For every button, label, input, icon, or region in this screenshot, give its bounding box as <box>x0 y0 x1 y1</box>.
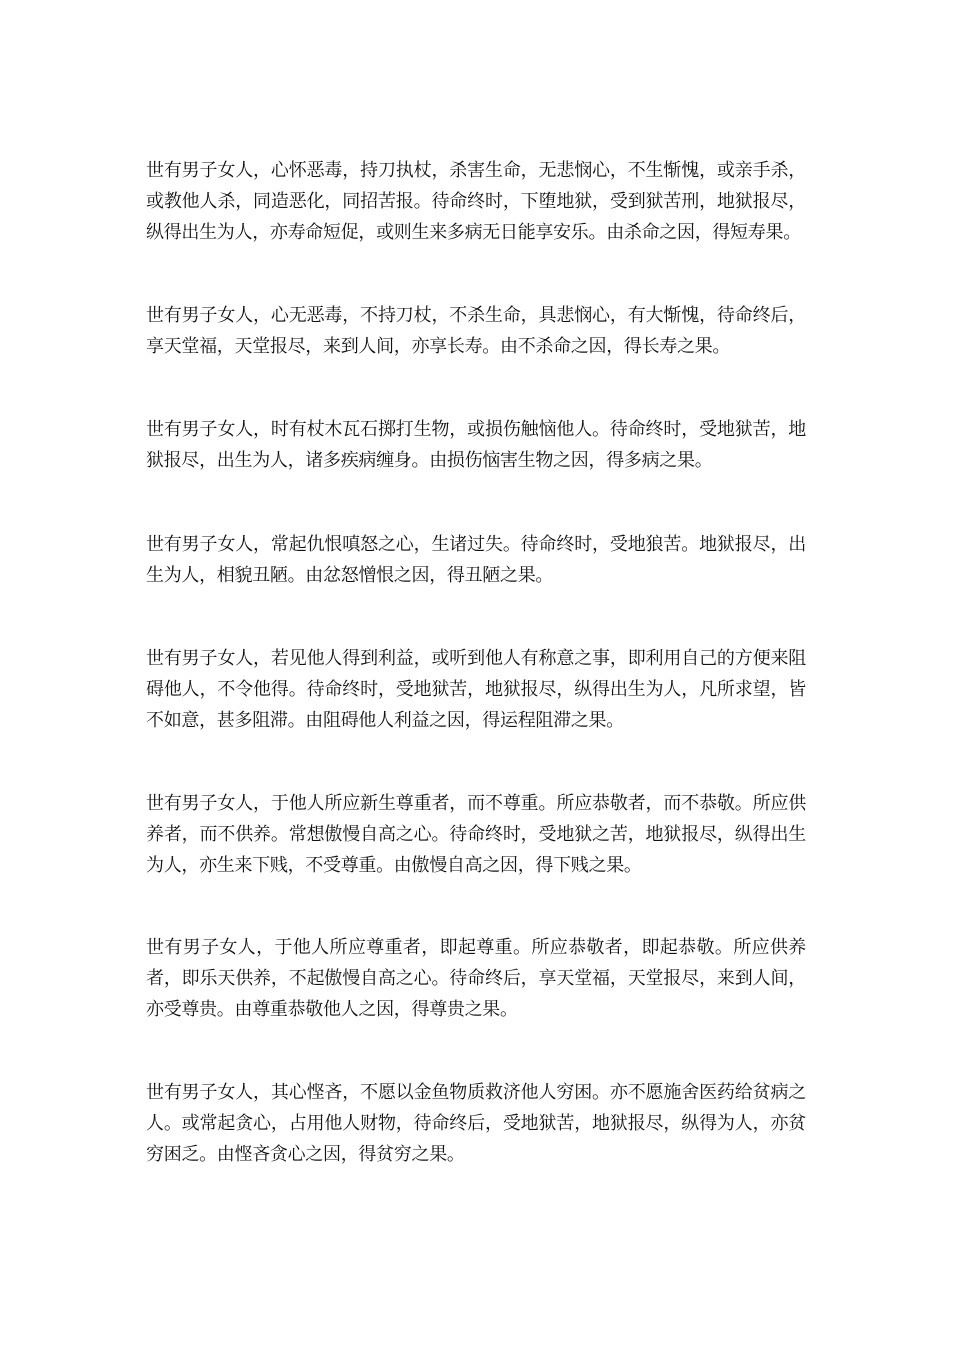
paragraph-3: 世有男子女人，时有杖木瓦石掷打生物，或损伤触恼他人。待命终时，受地狱苦，地狱报尽，出生为人，诸多疾病缠身。由损伤恼害生物之因，得多病之果。 <box>146 419 806 471</box>
paragraph-6: 世有男子女人，于他人所应新生尊重者，而不尊重。所应恭敬者，而不恭敬。所应供养者，而不供养。常想傲慢自高之心。待命终时，受地狱之苦，地狱报尽，纵得出生为人，亦生来下贱，不受尊重。由傲慢自高之因，得下贱之果。 <box>146 793 806 876</box>
paragraph-1: 世有男子女人，心怀恶毒，持刀执杖，杀害生命，无悲悯心，不生惭愧，或亲手杀，或教他人杀，同造恶化，同招苦报。待命终时，下堕地狱，受到狱苦刑，地狱报尽，纵得出生为人，亦寿命短促，或则生来多病无日能享安乐。由杀命之因，得短寿果。 <box>146 160 806 243</box>
paragraph-2: 世有男子女人，心无恶毒，不持刀杖，不杀生命，具悲悯心，有大惭愧，待命终后，享天堂福，天堂报尽，来到人间，亦享长寿。由不杀命之因，得长寿之果。 <box>146 305 806 357</box>
paragraph-7: 世有男子女人，于他人所应尊重者，即起尊重。所应恭敬者，即起恭敬。所应供养者，即乐天供养，不起傲慢自高之心。待命终后，享天堂福，天堂报尽，来到人间，亦受尊贵。由尊重恭敬他人之因，得尊贵之果。 <box>146 937 806 1020</box>
paragraph-5: 世有男子女人，若见他人得到利益，或听到他人有称意之事，即利用自己的方便来阻碍他人，不令他得。待命终时，受地狱苦，地狱报尽，纵得出生为人，凡所求望，皆不如意，甚多阻滞。由阻碍他人利益之因，得运程阻滞之果。 <box>146 648 806 731</box>
paragraph-8: 世有男子女人，其心悭吝，不愿以金鱼物质救济他人穷困。亦不愿施舍医药给贫病之人。或常起贪心，占用他人财物，待命终后，受地狱苦，地狱报尽，纵得为人，亦贫穷困乏。由悭吝贪心之因，得贫穷之果。 <box>146 1082 806 1165</box>
paragraph-4: 世有男子女人，常起仇恨嗔怒之心，生诸过失。待命终时，受地狼苦。地狱报尽，出生为人，相貌丑陋。由忿怒憎恨之因，得丑陋之果。 <box>146 534 806 586</box>
